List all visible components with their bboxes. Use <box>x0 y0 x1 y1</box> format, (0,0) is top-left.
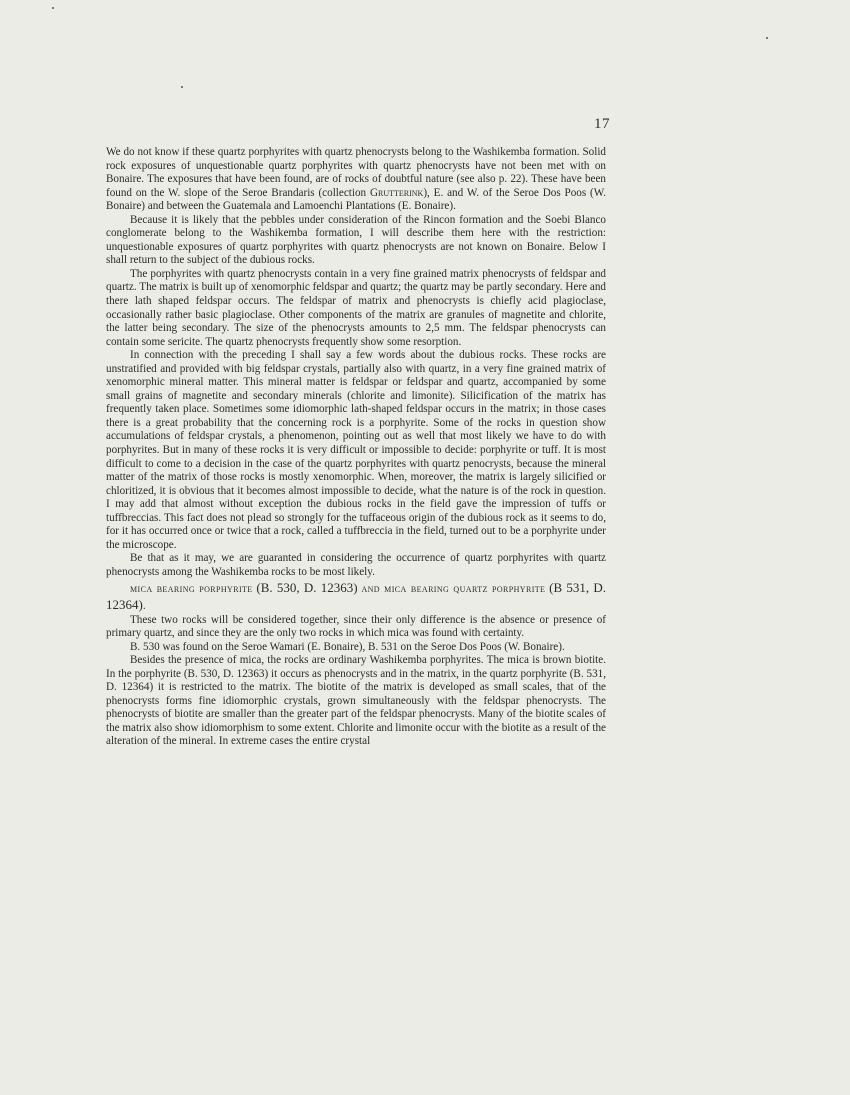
paragraph <box>106 146 606 214</box>
specimen-reference: (B 531, D. 12364) <box>106 579 607 612</box>
heading-part: mica bearing porphyrite <box>130 582 253 595</box>
paragraph: The porphyrites with quartz phenocrysts contain in a very fine grained matrix phenocrysts of feldspar and quartz. The matrix is built up of xenomorphic feldspar and quartz; the quartz may be partly secondary. Here and there lath shaped feldspar occurs. The feldspar of matrix and phenocrysts is chiefly acid plagioclase, occasionally rather basic plagioclase. Other components of the matrix are granules of magnetite and chlorite, the latter being secondary. The size of the phenocrysts amounts to 2,5 mm. The feldspar phenocrysts can contain some sericite. The quartz phenocrysts frequently show some resorption. <box>106 267 606 348</box>
heading-end: . <box>142 599 146 612</box>
page-number: 17 <box>594 116 610 132</box>
paper-speck <box>766 37 768 39</box>
paragraph: Because it is likely that the pebbles under consideration of the Rincon formation and the Soebi Blanco conglomerate belong to the Washikemba formation, I will describe them here with the restriction: unquestionable exposures of quartz porphyrites with quartz phenocrysts are not known on Bonaire. Below I shall return to the subject of the dubious rocks. <box>106 213 606 267</box>
paragraph: In connection with the preceding I shall say a few words about the dubious rocks. These rocks are unstratified and provided with big feldspar crystals, partially also with quartz, in a very fine grained matrix of xenomorphic mineral matter. This mineral matter is feldspar or feldspar and quartz, accompanied by some small grains of magnetite and secondary minerals (chlorite and limonite). Silicification of the matrix has frequently taken place. Sometimes some idiomorphic lath-shaped feldspar occurs in the matrix; in those cases there is a great probability that the concerning rock is a porphyrite. Some of the rocks in question show accumulations of feldspar crystals, a phenomenon, pointing out as well that most likely we have to do with porphyrites. But in many of these rocks it is very difficult or impossible to decide: porphyrite or tuff. It is most difficult to come to a decision in the case of the quartz porphyrites with quartz penocrysts, because the mineral matter of the matrix of those rocks is mostly xenomorphic. When, moreover, the matrix is largely silicified or chloritized, it is obvious that it becomes almost impossible to decide, what the nature is of the rock in question. I may add that almost without exception the dubious rocks in the field gave the impression of tuffs or tuffbreccias. This fact does not plead so strongly for the tuffaceous origin of the dubious rock as it seems to do, for it has occurred once or twice that a rock, called a tuffbreccia in the field, turned out to be a porphyrite under the microscope. <box>106 349 606 551</box>
heading-part: and mica bearing quartz porphyrite <box>361 582 546 595</box>
paper-speck <box>181 86 183 88</box>
specimen-reference: (B. 530, D. 12363) <box>256 579 358 595</box>
paragraph: B. 530 was found on the Seroe Wamari (E. Bonaire), B. 531 on the Seroe Dos Poos (W. Bonaire). <box>130 640 565 653</box>
paragraph: These two rocks will be considered together, since their only difference is the absence or presence of primary quartz, and since they are the only two rocks in which mica was found with certainty. <box>106 613 606 640</box>
paragraph: Besides the presence of mica, the rocks are ordinary Washikemba porphyrites. The mica is brown biotite. In the porphyrite (B. 530, D. 12363) it occurs as phenocrysts and in the matrix, in the quartz porphyrite (B. 531, D. 12364) it is restricted to the matrix. The biotite of the matrix is developed as small scales, that of the phenocrysts forms fine idiomorphic crystals, grown simultaneously with the feldspar phenocrysts. The phenocrysts of biotite are smaller than the greater part of the feldspar phenocrysts. Many of the biotite scales of the matrix also show idiomorphism to some extent. Chlorite and limonite occur with the biotite as a result of the alteration of the mineral. In extreme cases the entire crystal <box>106 654 606 748</box>
paper-speck <box>52 7 54 9</box>
collector-name: Grutterink <box>369 186 424 199</box>
paragraph-text: ), E. and W. of the Seroe Dos Poos (W. Bonaire) and between the Guatemala and Lamoenchi Plantations (E. Bonaire). <box>106 186 607 213</box>
paragraph: Be that as it may, we are guaranted in considering the occurrence of quartz porphyrites with quartz phenocrysts among the Washikemba rocks to be most likely. <box>106 552 606 578</box>
body-text <box>106 146 606 749</box>
paragraph-text: We do not know if these quartz porphyrites with quartz phenocrysts belong to the Washikemba formation. Solid rock exposures of unquestionable quartz porphyrites with quartz phenocrysts have not been met with on Bonaire. The exposures that have been found, are of rocks of doubtful nature (see also p. 22). These have been found on the W. slope of the Seroe Brandaris (collection <box>106 146 606 199</box>
section-heading <box>106 580 606 614</box>
